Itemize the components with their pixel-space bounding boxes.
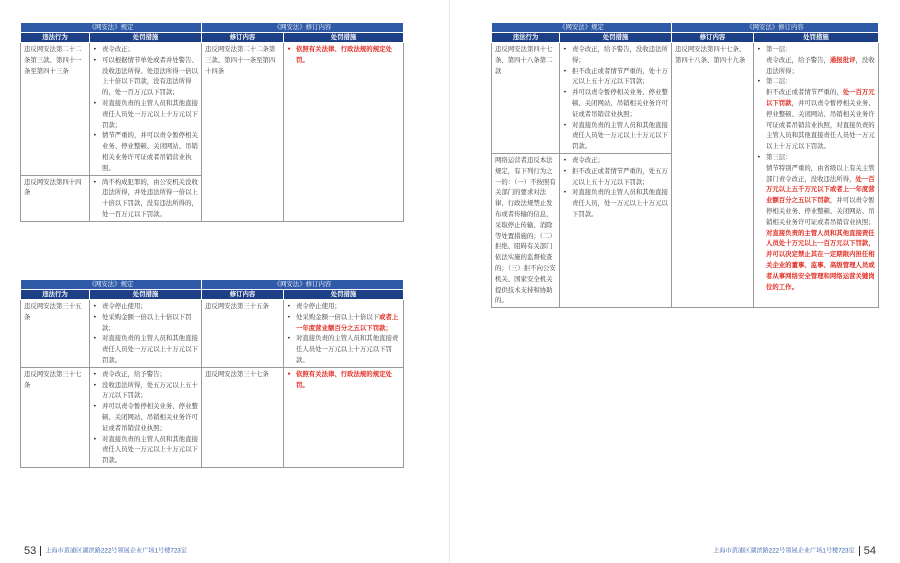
header-new-law: 《网安法》修订内容 [672,23,879,33]
old-penalty-cell [90,367,202,467]
new-violation-cell: 违反网安法第二十二条第三款、第四十一条至第四十四条 [202,43,284,222]
header-violation: 违法行为 [21,33,90,43]
page-number: 54 [863,545,876,557]
table-top-left [20,22,404,222]
table-row [21,43,404,176]
old-penalty-cell [90,300,202,368]
new-penalty-cell [284,367,404,467]
header-violation: 违法行为 [492,33,560,43]
tier-label: • 第二层： [766,77,792,86]
penalty-item: • 依照有关法律、行政法规的规定处罚。 [287,369,400,391]
highlighted-revision: 对直接负责的主管人员和其他直接责任人员处十万元以上一百万元以下罚款，并可以决定禁止其在一定期限内担任相关企业的董事、监事、高级管理人员或者从事网络安全管理和网络运营关键岗位的工作。 [766,228,875,291]
footer-divider [40,546,41,556]
penalty-item: • 可以根据情节单处或者并处警告、没收违法所得、处违法所得一倍以上十倍以下罚款，没有违法所得的，处一百万元以下罚款； [93,55,198,98]
table-right [491,22,879,308]
penalty-item: • 处采购金额一倍以上十倍以下罚款； [93,312,198,334]
penalty-text: 拒不改正或者情节严重的， [766,88,843,97]
header-old-law: 《网安法》规定 [21,280,202,290]
old-penalty-cell [90,43,202,176]
penalty-item: • 责令改正； [563,155,668,166]
penalty-item: • 依照有关法律、行政法规的规定处罚。 [287,44,400,66]
tier-text [766,163,875,293]
penalty-item: • 对直接负责的主管人员和其他直接责任人员处一万元以上十万元以下罚款。 [563,120,668,152]
penalty-text: 责令改正，给予警告， [766,55,830,64]
footer-address: 上海市黄浦区湖滨路222号领展企业广场1号楼723室 [45,547,187,555]
header-old-law: 《网安法》规定 [492,23,672,33]
penalty-item: • 拒不改正或者情节严重的，处五万元以上五十万元以下罚款； [563,166,668,188]
penalty-tier-2 [757,76,875,152]
page-spread-divider [449,0,450,563]
penalty-item: • 责令改正，给予警告，没收违法所得； [563,44,668,66]
new-penalty-cell [284,43,404,222]
penalty-text: ，并可以责令暂停相关业务、停业整顿、关闭网站、吊销相关业务许可证或者吊销营业执照； [766,196,875,226]
header-revision: 修订内容 [202,290,284,300]
highlighted-revision: 通报批评 [829,55,856,64]
header-revision: 修订内容 [202,33,284,43]
header-penalty: 处罚措施 [560,33,672,43]
header-penalty: 处罚措施 [284,33,404,43]
penalty-item: • 对直接负责的主管人员和其他直接责任人员处一万元以上十万元以下罚款。 [93,434,198,466]
new-violation-cell: 违反网安法第四十七条、第四十八条、第四十九条 [672,43,754,308]
header-new-law: 《网安法》修订内容 [202,23,404,33]
old-penalty-cell [560,153,672,307]
header-revision: 修订内容 [672,33,754,43]
tier-label: • 第三层： [766,152,792,161]
old-violation-cell: 网络运营者违反本法规定，有下列行为之一的：（一）不按照有关部门的要求对法律、行政法规禁止发布或者传输的信息，采取停止传输、消除等处置措施的；（二）拒绝、阻碍有关部门依法实施的监督检查的；（三）拒不向公安机关、国家安全机关提供技术支持和协助的。 [492,153,560,307]
new-penalty-cell [284,300,404,368]
penalty-item: • 尚不构成犯罪的，由公安机关没收违法所得，并处违法所得一倍以上十倍以下罚款，没有违法所得的，处一百万元以下罚款。 [93,177,198,220]
penalty-item: • 并可以责令暂停相关业务、停业整顿、关闭网站、吊销相关业务许可证或者吊销营业执照； [93,401,198,433]
new-violation-cell: 违反网安法第三十五条 [202,300,284,368]
old-violation-cell: 违反网安法第四十七条、第四十八条第二款 [492,43,560,154]
old-violation-cell: 违反网安法第四十四条 [21,175,90,221]
header-penalty: 处罚措施 [90,290,202,300]
footer-right [713,545,876,557]
new-violation-cell: 违反网安法第三十七条 [202,367,284,467]
old-violation-cell: 违反网安法第三十七条 [21,367,90,467]
header-new-law: 《网安法》修订内容 [202,280,404,290]
highlighted-revision: 处一百万元以下罚款 [766,88,875,107]
penalty-item: • 对直接负责的主管人员和其他直接责任人员处一万元以上十万元以下罚款。 [287,333,400,365]
penalty-item: • 责令停止使用； [287,301,400,312]
highlighted-revision: 处一百万元以上五千万元以下或者上一年度营业额百分之五以下罚款 [766,174,875,205]
penalty-item [287,312,400,334]
footer-left [24,545,187,557]
penalty-item: • 并可以责令暂停相关业务、停业整顿、关闭网站、吊销相关业务许可证或者吊销营业执照； [563,87,668,119]
penalty-tier-1 [757,44,875,76]
header-old-law: 《网安法》规定 [21,23,202,33]
penalty-item: • 对直接负责的主管人员和其他直接责任人员处一万元以上十万元以下罚款； [93,98,198,130]
old-violation-cell: 违反网安法第三十五条 [21,300,90,368]
table-row [492,43,879,154]
penalty-item: • 没收违法所得，处五万元以上五十万元以下罚款； [93,380,198,402]
table-bottom-left [20,279,404,468]
tier-text [766,87,875,152]
penalty-item: • 责令改正，给予警告； [93,369,198,380]
tier-text [766,55,875,77]
old-penalty-cell [560,43,672,154]
header-violation: 违法行为 [21,290,90,300]
footer-divider [859,546,860,556]
header-penalty: 处罚措施 [284,290,404,300]
penalty-text: ，没收违法所得； [766,55,875,75]
penalty-item: • 责令停止使用； [93,301,198,312]
header-penalty: 处罚措施 [754,33,879,43]
penalty-item: • 情节严重的，并可以责令暂停相关业务、停业整顿、关闭网站、吊销相关业务许可证或者吊销营业执照。 [93,130,198,173]
tier-label: • 第一层： [766,45,792,53]
highlighted-revision: 或者上一年度营业额百分之五以下罚款； [296,312,399,332]
page-number: 53 [24,545,37,557]
header-penalty: 处罚措施 [90,33,202,43]
penalty-item: • 对直接负责的主管人员和其他直接责任人员处一万元以上十万元以下罚款。 [93,333,198,365]
penalty-tier-3 [757,152,875,292]
table-row [21,367,404,467]
penalty-item: • 对直接负责的主管人员和其他直接责任人员，处一万元以上十万元以下罚款。 [563,187,668,219]
penalty-text: 情节特别严重的，由省级以上有关主管部门责令改正，没收违法所得， [766,163,875,183]
penalty-text: ，并可以责令暂停相关业务、停业整顿、关闭网站、吊销相关业务许可证或者吊销营业执照，对直接负责的主管人员和其他直接责任人员处一万元以上十万元以下罚款。 [766,98,875,151]
penalty-item: • 拒不改正或者情节严重的，处十万元以上五十万元以下罚款； [563,66,668,88]
old-violation-cell: 违反网安法第二十二条第三款、第四十一条至第四十三条 [21,43,90,176]
old-penalty-cell [90,175,202,221]
penalty-text: 处采购金额一倍以上十倍以下 [296,312,380,321]
footer-address: 上海市黄浦区湖滨路222号领展企业广场1号楼723室 [713,547,855,555]
table-row [21,300,404,368]
new-penalty-cell [754,43,879,308]
penalty-item: • 责令改正； [93,44,198,55]
